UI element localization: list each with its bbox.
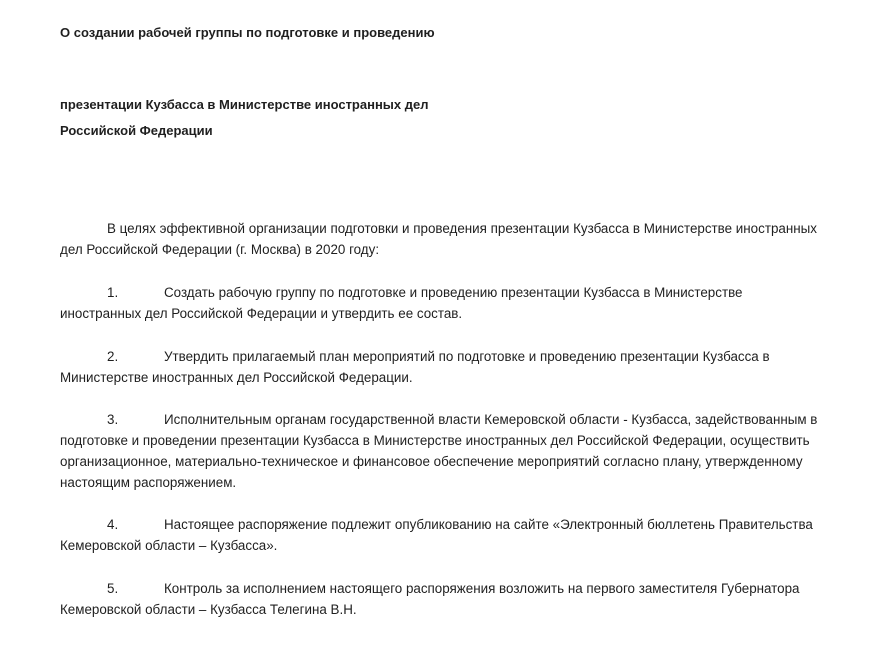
list-item-number: 4. [107, 517, 119, 532]
list-item-1 [60, 282, 820, 324]
list-item-text: Исполнительным органам государственной власти Кемеровской области - Кузбасса, задействованным в подготовке и проведении презентации Кузбасса в Министерстве иностранных дел Российской Федерации, осуществить организационное, материально-техническое и финансовое обеспечение мероприятий согласно плану, утвержденному настоящим распоряжением. [60, 412, 818, 490]
list-item-text: Контроль за исполнением настоящего распоряжения возложить на первого заместителя Губернатора Кемеровской области – Кузбасса Телегина В.Н. [60, 581, 800, 617]
document-title-line-2: презентации Кузбасса в Министерстве иностранных дел [60, 97, 429, 112]
document-title-line-3: Российской Федерации [60, 123, 213, 138]
list-item-number: 3. [107, 412, 119, 427]
list-item-4 [60, 514, 820, 556]
list-item-number: 2. [107, 349, 119, 364]
intro-paragraph: В целях эффективной организации подготовки и проведения презентации Кузбасса в Министерстве иностранных дел Российской Федерации (г. Москва) в 2020 году: [60, 221, 817, 257]
list-item-2 [60, 346, 820, 388]
list-item-text: Создать рабочую группу по подготовке и проведению презентации Кузбасса в Министерстве иностранных дел Российской Федерации и утвердить ее состав. [60, 285, 743, 321]
list-item-text: Настоящее распоряжение подлежит опубликованию на сайте «Электронный бюллетень Правительства Кемеровской области – Кузбасса». [60, 517, 813, 553]
list-item-text: Утвердить прилагаемый план мероприятий по подготовке и проведению презентации Кузбасса в Министерстве иностранных дел Российской Федерации. [60, 349, 770, 385]
list-item-5 [60, 578, 820, 620]
list-item-number: 5. [107, 581, 119, 596]
document-title-line-1: О создании рабочей группы по подготовке и проведению [60, 25, 435, 40]
list-item-3 [60, 409, 820, 493]
list-item-number: 1. [107, 285, 119, 300]
